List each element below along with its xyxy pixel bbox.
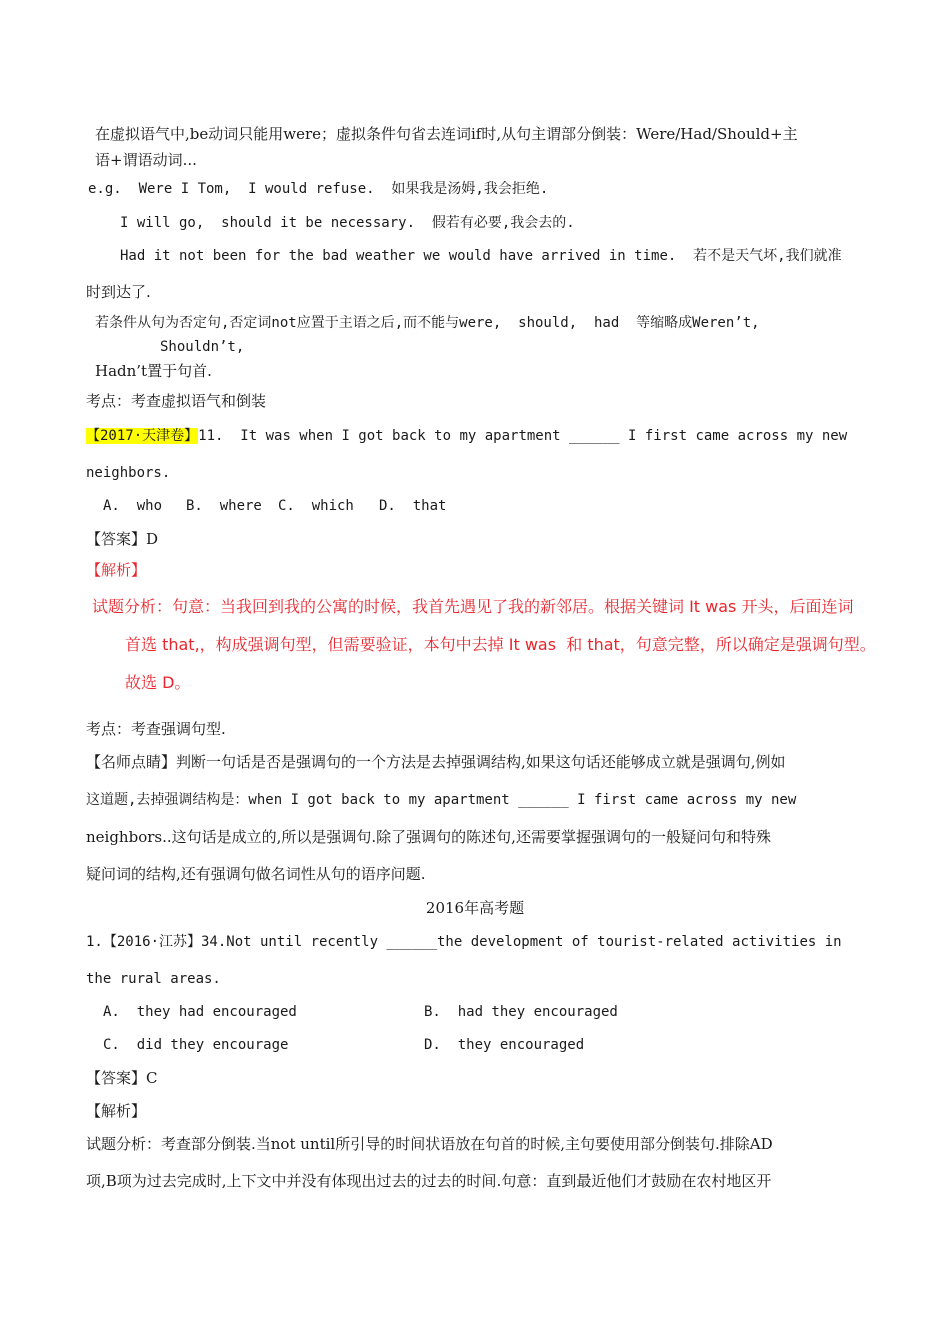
option-c: C. which: [278, 498, 354, 514]
analysis-line-3: 故选 D。: [125, 673, 191, 692]
teacher-tip-3: neighbors..这句话是成立的,所以是强调句.除了强调句的陈述句,还需要掌握强调句的一般疑问句和特殊: [86, 828, 771, 846]
answer-2016: 【答案】C: [86, 1069, 158, 1087]
question-2016-stem: 1.【2016·江苏】34.Not until recently ______the development of tourist-related activities in: [86, 934, 842, 950]
source-tag: 【2017·天津卷】: [86, 428, 199, 444]
option-a: A. who: [103, 498, 163, 514]
option-d: D. that: [379, 498, 447, 514]
analysis-2016-line-1: 试题分析：考查部分倒装.当not until所引导的时间状语放在句首的时候,主句要使用部分倒装句.排除AD: [86, 1135, 773, 1153]
example-3b: 时到达了.: [86, 283, 151, 301]
example-2: I will go, should it be necessary. 假若有必要,我会去的.: [120, 215, 575, 231]
example-1: e.g. Were I Tom, I would refuse. 如果我是汤姆,我会拒绝.: [88, 181, 549, 197]
analysis-line-1: 试题分析：句意：当我回到我的公寓的时候，我首先遇见了我的新邻居。根据关键词 It was 开头，后面连词: [92, 597, 854, 616]
analysis-2016-line-2: 项,B项为过去完成时,上下文中并没有体现出过去的过去的时间.句意：直到最近他们才鼓励在农村地区开: [86, 1172, 772, 1190]
negation-line-3: Hadn’t置于句首.: [95, 362, 212, 380]
example-3a: Had it not been for the bad weather we would have arrived in time. 若不是天气坏,我们就准: [120, 248, 842, 264]
negation-line-1: 若条件从句为否定句,否定词not应置于主语之后,而不能与were, should, had 等缩略成Weren’t,: [95, 315, 760, 331]
question-2017: [86, 426, 847, 446]
intro-line-2: 语+谓语动词...: [95, 151, 197, 169]
option-2016-a: A. they had encouraged: [103, 1004, 297, 1020]
answer: 【答案】D: [86, 530, 159, 548]
question-2016-stem-cont: the rural areas.: [86, 971, 221, 987]
knowledge-point: 考点：考查虚拟语气和倒装: [86, 392, 267, 410]
option-2016-d: D. they encouraged: [424, 1037, 585, 1053]
teacher-tip-1: 【名师点睛】判断一句话是否是强调句的一个方法是去掉强调结构,如果这句话还能够成立就是强调句,例如: [86, 753, 786, 771]
teacher-tip-4: 疑问词的结构,还有强调句做名词性从句的语序问题.: [86, 865, 426, 883]
negation-line-2: Shouldn’t,: [160, 339, 245, 355]
option-2016-b: B. had they encouraged: [424, 1004, 618, 1020]
section-title: 2016年高考题: [425, 899, 525, 917]
analysis-line-2: 首选 that,，构成强调句型，但需要验证，本句中去掉 It was 和 that，句意完整，所以确定是强调句型。: [125, 635, 876, 654]
analysis-2016-label: 【解析】: [86, 1102, 147, 1120]
teacher-tip-2: 这道题,去掉强调结构是：when I got back to my apartment ______ I first came across my new: [86, 792, 797, 808]
question-stem-cont: neighbors.: [86, 465, 171, 481]
option-b: B. where: [186, 498, 262, 514]
knowledge-point-2: 考点：考查强调句型.: [86, 720, 226, 738]
question-stem: 11. It was when I got back to my apartment ______ I first came across my new: [198, 428, 848, 444]
analysis-label: 【解析】: [86, 561, 147, 579]
option-2016-c: C. did they encourage: [103, 1037, 289, 1053]
intro-line-1: 在虚拟语气中,be动词只能用were；虚拟条件句省去连词if时,从句主谓部分倒装：Were/Had/Should+主: [95, 125, 798, 143]
